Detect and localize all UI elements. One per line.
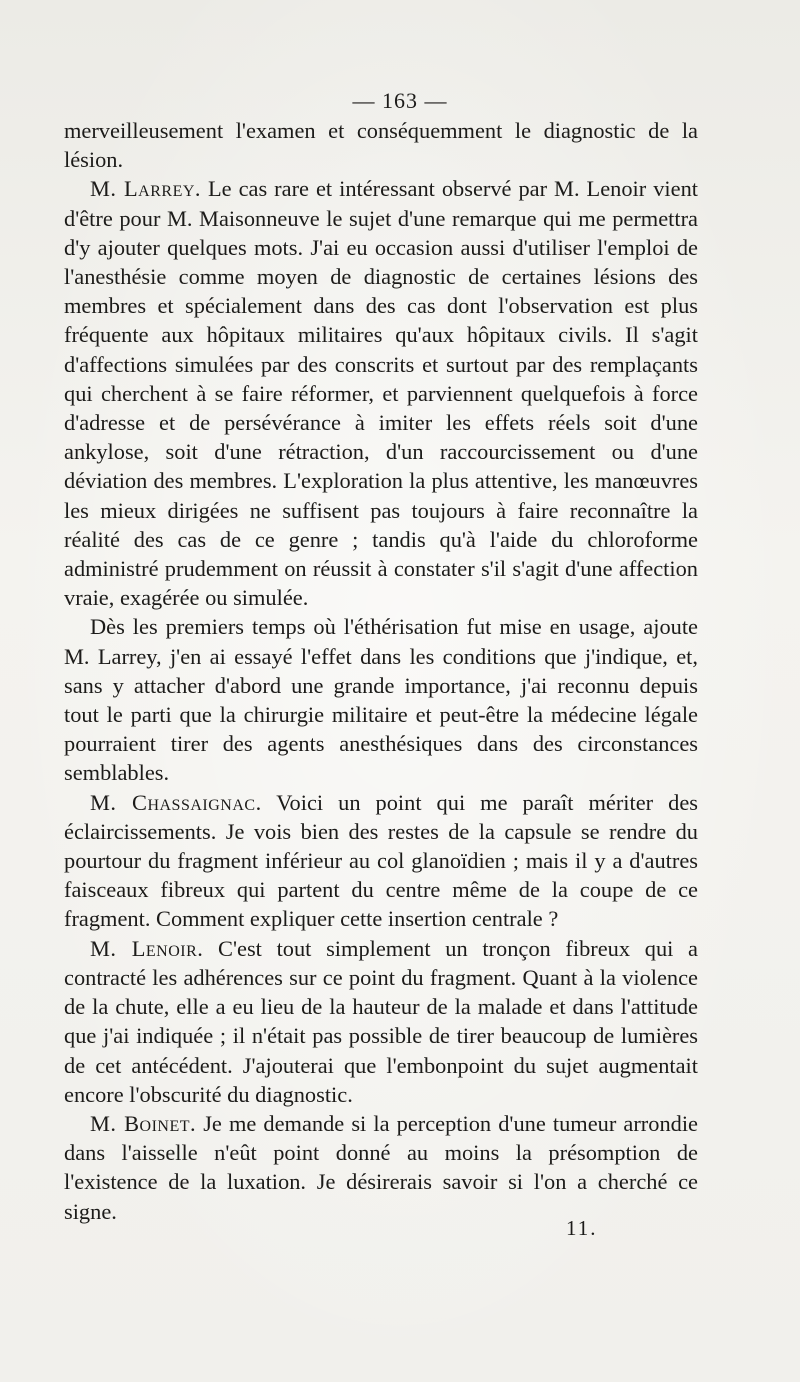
speaker-name: M. Lenoir. (90, 935, 204, 961)
page-number: — 163 — (352, 88, 448, 113)
signature-mark: 11. (566, 1216, 598, 1240)
paragraph-text: Voici un point qui me paraît mériter des éclaircissements. Je vois bien des restes de la capsule se rendre du pourtour du fragment inférieur au col glanoïdien ; mais il y a d'autres faisceaux fibreux qui partent du centre même de la coupe de ce fragment. Comment expliquer cette insertion centrale ? (64, 789, 698, 932)
paragraph-larrey (64, 174, 698, 612)
body-text (64, 116, 698, 1226)
paragraph-text: C'est tout simplement un tronçon fibreux qui a contracté les adhérences sur ce point du fragment. Quant à la violence de la chute, elle a eu lieu de la hauteur de la malade et dans l'attitude que j'ai indiquée ; il n'était pas possible de tirer beaucoup de lumières de cet antécédent. J'ajouterai que l'embonpoint du sujet augmentait encore l'obscurité du diagnostic. (64, 935, 698, 1107)
paragraph-text: Je me demande si la perception d'une tumeur arrondie dans l'aisselle n'eût point donné au moins la présomption de l'existence de la luxation. Je désirerais savoir si l'on a cherché ce signe. (64, 1110, 698, 1224)
paragraph-boinet (64, 1109, 698, 1226)
paragraph-text: Dès les premiers temps où l'éthérisation fut mise en usage, ajoute M. Larrey, j'en ai essayé l'effet dans les conditions que j'indique, et, sans y attacher d'abord une grande importance, j'ai reconnu depuis tout le parti que la chirurgie militaire et peut-être la médecine légale pourraient tirer des agents anesthésiques dans des circonstances semblables. (64, 614, 698, 786)
paragraph-larrey-continued (64, 612, 698, 787)
paragraph-text: Le cas rare et intéressant observé par M. Lenoir vient d'être pour M. Maisonneuve le sujet d'une remarque qui me permettra d'y ajouter quelques mots. J'ai eu occasion aussi d'utiliser l'emploi de l'anesthésie comme moyen de diagnostic de certaines lésions des membres et spécialement dans des cas dont l'observation est plus fréquente aux hôpitaux militaires qu'aux hôpitaux civils. Il s'agit d'affections simulées par des conscrits et surtout par des remplaçants qui cherchent à se faire réformer, et parviennent quelquefois à force d'adresse et de persévérance à imiter les effets réels soit d'une ankylose, soit d'une rétraction, d'un raccourcissement ou d'une déviation des membres. L'exploration la plus attentive, les manœuvres les mieux dirigées ne suffisent pas toujours à faire reconnaître la réalité des cas de ce genre ; tandis qu'à l'aide du chloroforme administré prudemment on réussit à constater s'il s'agit d'une affection vraie, exagérée ou simulée. (64, 176, 698, 611)
paragraph-chassaignac (64, 788, 698, 934)
speaker-name: M. Boinet. (90, 1110, 197, 1136)
speaker-name: M. Chassaignac. (90, 789, 262, 815)
speaker-name: M. Larrey. (90, 176, 201, 202)
paragraph-continuation (64, 116, 698, 174)
paragraph-lenoir (64, 934, 698, 1109)
paragraph-text: merveilleusement l'examen et conséquemment le diagnostic de la lésion. (64, 118, 698, 173)
